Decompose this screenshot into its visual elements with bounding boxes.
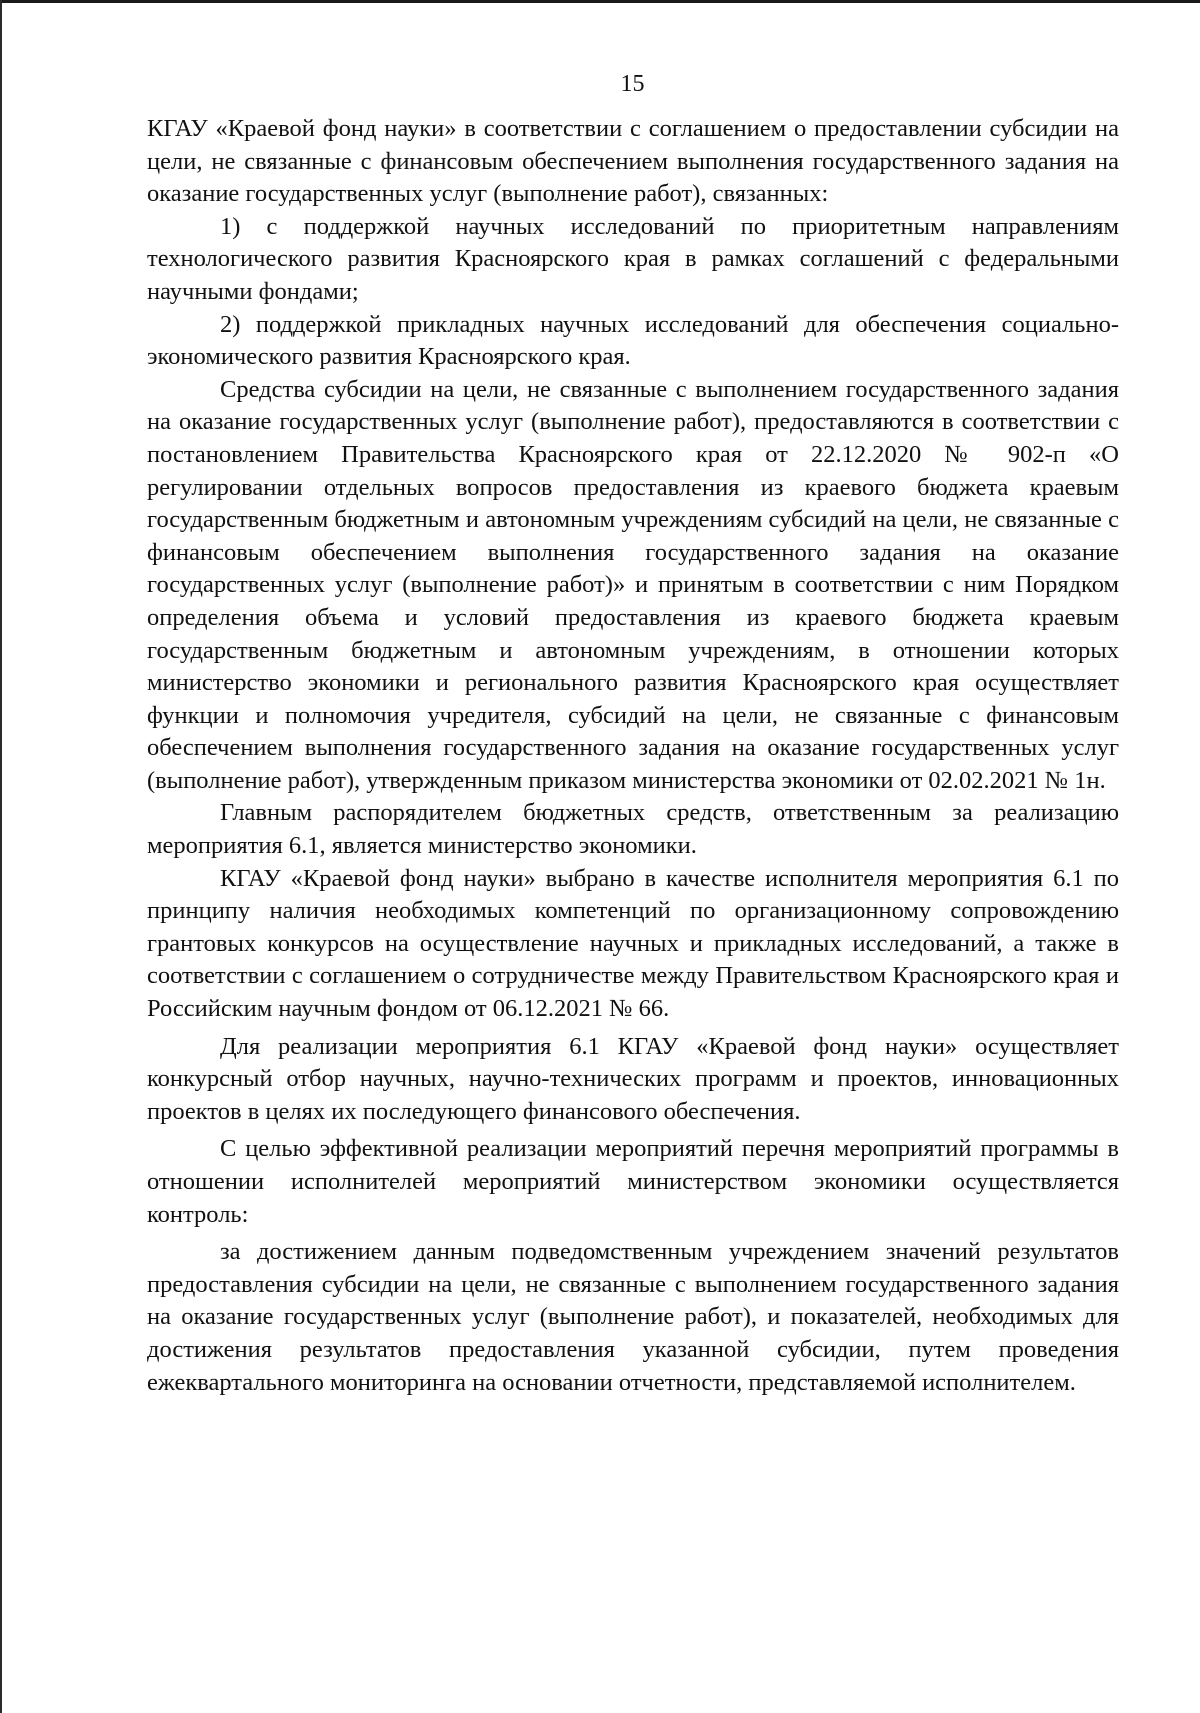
paragraph-9: за достижением данным подведомственным учреждением значений результатов предоставления субсидии на цели, не связанные с выполнением государственного задания на оказание государственных услуг (выполнение работ), и показателей, необходимых для достижения результатов предоставления указанной субсидии, путем проведения ежеквартального мониторинга на основании отчетности, представляемой исполнителем. [147,1238,1119,1396]
scan-edge-left [0,0,2,1713]
page-number: 15 [620,71,645,97]
paragraph-3: 2) поддержкой прикладных научных исследований для обеспечения социально-экономического развития Красноярского края. [147,310,1119,371]
paragraph-4: Средства субсидии на цели, не связанные с выполнением государственного задания на оказание государственных услуг (выполнение работ), предоставляются в соответствии с постановлением Правительства Красноярского края от 22.12.2020 № 902-п «О регулировании отдельных вопросов предоставления из краевого бюджета краевым государственным бюджетным и автономным учреждениям субсидий на цели, не связанные с финансовым обеспечением выполнения государственного задания на оказание государственных услуг (выполнение работ)» и принятым в соответствии с ним Порядком определения объема и условий предоставления из краевого бюджета краевым государственным бюджетным и автономным учреждениям, в отношении которых министерство экономики и регионального развития Красноярского края осуществляет функции и полномочия учредителя, субсидий на цели, не связанные с финансовым обеспечением выполнения государственного задания на оказание государственных услуг (выполнение работ), утвержденным приказом министерства экономики от 02.02.2021 № 1н. [147,375,1119,794]
paragraph-1: КГАУ «Краевой фонд науки» в соответствии с соглашением о предоставлении субсидии на цели, не связанные с финансовым обеспечением выполнения государственного задания на оказание государственных услуг (выполнение работ), связанных: [147,115,1119,208]
paragraph-8: С целью эффективной реализации мероприятий перечня мероприятий программы в отношении исполнителей мероприятий министерством экономики осуществляется контроль: [147,1135,1119,1228]
paragraph-7: Для реализации мероприятия 6.1 КГАУ «Краевой фонд науки» осуществляет конкурсный отбор научных, научно-технических программ и проектов, инновационных проектов в целях их последующего финансового обеспечения. [147,1032,1119,1125]
scan-edge-top [0,0,1200,3]
paragraph-6: КГАУ «Краевой фонд науки» выбрано в качестве исполнителя мероприятия 6.1 по принципу наличия необходимых компетенций по организационному сопровождению грантовых конкурсов на осуществление научных и прикладных исследований, а также в соответствии с соглашением о сотрудничестве между Правительством Красноярского края и Российским научным фондом от 06.12.2021 № 66. [147,864,1119,1023]
document-body [147,113,1119,1399]
paragraph-2: 1) с поддержкой научных исследований по приоритетным направлениям технологического развития Красноярского края в рамках соглашений с федеральными научными фондами; [147,212,1119,305]
paragraph-5: Главным распорядителем бюджетных средств, ответственным за реализацию мероприятия 6.1, является министерство экономики. [147,799,1119,860]
